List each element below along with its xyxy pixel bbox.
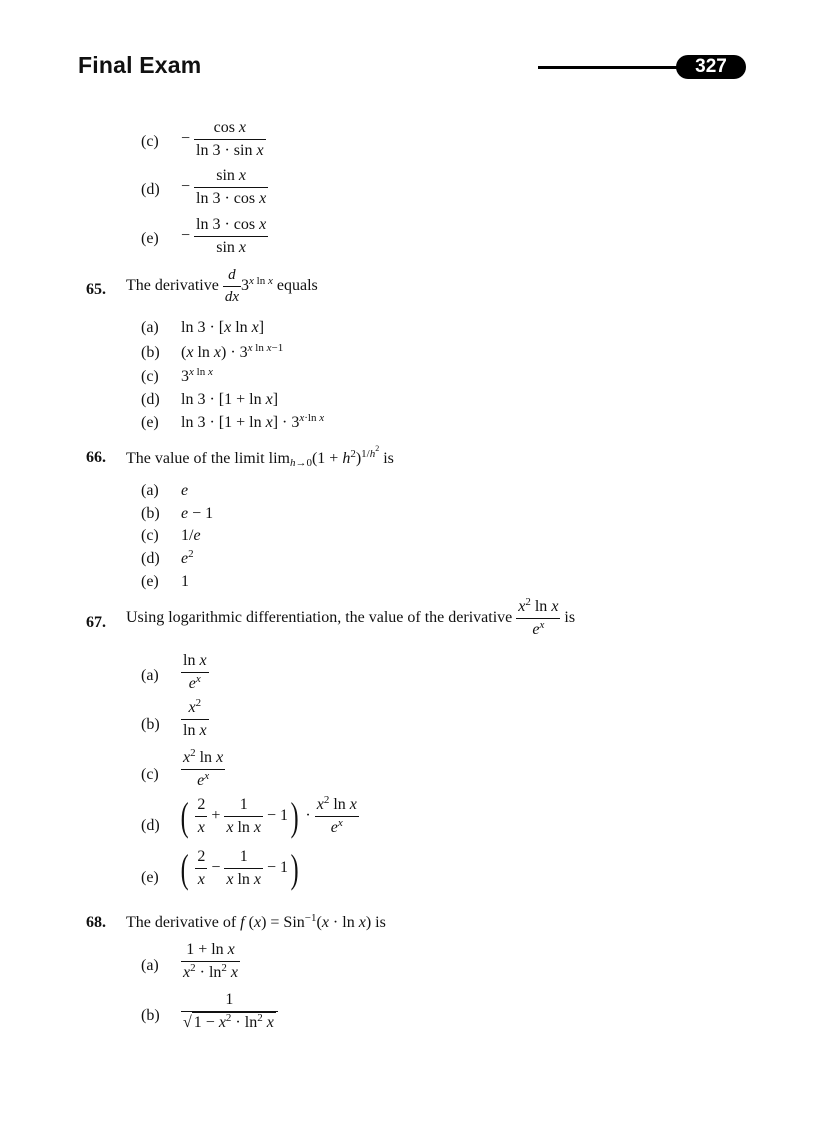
q64-option-d: [181, 167, 268, 208]
fraction: [194, 119, 266, 160]
q66-option-b-label: (b): [141, 505, 160, 522]
numerator: d: [223, 267, 241, 287]
q64-option-d-label: (d): [141, 181, 160, 198]
q67-option-c: [181, 749, 225, 790]
minus-sign: −: [181, 178, 191, 196]
fraction: [194, 216, 268, 257]
fraction: [516, 598, 560, 639]
denominator: [181, 1012, 278, 1032]
question-68-text: The derivative of f (x) = Sin$^{-1}$(x · ln x) is: [126, 912, 386, 931]
numerator: 2: [195, 848, 207, 869]
q66-option-c: 1/e: [181, 527, 201, 544]
denominator: $e^x$: [330, 817, 343, 836]
q64-option-e-label: (e): [141, 230, 159, 247]
denominator: sin x: [216, 239, 247, 256]
fraction: [195, 848, 207, 889]
q68-option-b: [181, 991, 278, 1032]
numerator: ln x: [181, 652, 209, 673]
question-prefix: Using logarithmic differentiation, the value of the derivative: [126, 609, 513, 627]
sqrt: √ $1 - x^2 \cdot \ln^2 x$: [183, 1012, 274, 1031]
q67-option-e: ( $\frac{2}{x}$ − $\frac{1}{\text{x ln x}}$ − 1): [180, 845, 299, 891]
fraction: [181, 652, 209, 693]
fraction: [315, 796, 359, 837]
q67-option-a: [181, 652, 209, 693]
q67-option-c-label: (c): [141, 766, 159, 783]
q66-option-e: 1: [181, 573, 189, 590]
q68-option-a: [181, 941, 240, 982]
q65-option-e-label: (e): [141, 414, 159, 431]
q65-option-a: ln 3 · [x ln x]: [181, 319, 265, 336]
q65-option-b: (x $\ln x) \cdot 3^{x ln x-1}$: [181, 342, 284, 361]
question-66-text: The value of the limit $\lim_{h\to 0}(1 + h^2)^{1/h^2}$ is: [126, 444, 394, 469]
numerator: ln 3 · cos x: [194, 216, 268, 237]
denominator: ln 3 · cos x: [196, 190, 267, 207]
denominator: x: [197, 871, 205, 888]
numerator: 2: [195, 796, 207, 817]
fraction: [194, 167, 268, 208]
q64-option-c-label: (c): [141, 133, 159, 150]
q65-option-c: $3^{x ln x}$: [181, 366, 213, 385]
numerator: 1: [224, 848, 263, 869]
q65-option-d-label: (d): [141, 391, 160, 408]
denominator: $e^x$: [197, 770, 210, 789]
left-paren: (: [180, 845, 189, 891]
denominator: x: [197, 819, 205, 836]
question-prefix: The value of the limit: [126, 450, 265, 467]
derivative-operator: [223, 267, 241, 306]
q67-option-a-label: (a): [141, 667, 159, 684]
denominator: x ln x: [226, 819, 262, 836]
question-number-65: 65.: [86, 281, 106, 298]
numerator: 1: [224, 796, 263, 817]
q66-option-c-label: (c): [141, 527, 159, 544]
denominator: $e^x$: [532, 619, 545, 638]
page-number-badge: 327: [676, 55, 746, 79]
fraction: [224, 848, 263, 889]
q65-option-b-label: (b): [141, 344, 160, 361]
q65-option-c-label: (c): [141, 368, 159, 385]
q67-option-d: ( $\frac{2}{x}$ + $\frac{1}{\text{x ln x}}$ − 1) · $\frac{x^2 \ln x}{e^x}$: [180, 793, 357, 839]
fraction: [181, 749, 225, 790]
denominator: x ln x: [226, 871, 262, 888]
numerator: 1 + ln x: [181, 941, 240, 962]
question-67-text: [126, 598, 575, 639]
q65-option-e: $\ln 3 \cdot [1 + \ln x] \cdot 3^{x\cdot ln x}$: [181, 412, 325, 431]
question-suffix: equals: [276, 277, 318, 295]
q66-option-a-label: (a): [141, 482, 159, 499]
denominator: $e^x$: [188, 673, 201, 692]
numerator: $x^2$ ln x: [516, 598, 560, 619]
header-rule: [538, 66, 698, 69]
question-number-68: 68.: [86, 914, 106, 931]
fraction: [195, 796, 207, 837]
q65-option-a-label: (a): [141, 319, 159, 336]
minus-sign: −: [181, 227, 191, 245]
question-number-67: 67.: [86, 614, 106, 631]
q67-option-b: [181, 699, 209, 740]
right-paren: ): [290, 845, 299, 891]
question-prefix: The derivative: [126, 277, 219, 295]
page-title: Final Exam: [78, 52, 202, 78]
q66-option-e-label: (e): [141, 573, 159, 590]
page-header: [78, 50, 746, 84]
q65-option-d: ln 3 · [1 + ln x]: [181, 391, 279, 408]
fraction: [181, 699, 209, 740]
q68-option-b-label: (b): [141, 1007, 160, 1024]
fraction: [181, 991, 278, 1032]
q68-option-a-label: (a): [141, 957, 159, 974]
numerator: cos x: [194, 119, 266, 140]
numerator: sin x: [194, 167, 268, 188]
q66-option-d-label: (d): [141, 550, 160, 567]
question-suffix: is: [383, 450, 394, 467]
question-prefix: The derivative of: [126, 914, 237, 931]
fraction: [181, 941, 240, 982]
q64-option-c: [181, 119, 266, 160]
q66-option-b: e − 1: [181, 505, 214, 522]
denominator: dx: [224, 289, 240, 305]
q64-option-e: [181, 216, 268, 257]
q67-option-d-label: (d): [141, 817, 160, 834]
fraction: [224, 796, 263, 837]
q66-option-d: $e^2$: [181, 548, 194, 567]
question-65-text: The derivative $\frac{d}{dx}$ $3^{x ln x}$ equals: [126, 267, 318, 305]
right-paren: ): [290, 793, 299, 839]
denominator: $x^2 \cdot \ln^2 x$: [183, 962, 238, 981]
numerator: 1: [181, 991, 278, 1012]
question-number-66: 66.: [86, 449, 106, 466]
numerator: $x^2$ ln x: [181, 749, 225, 770]
radicand: $1 - x^2 \cdot \ln^2 x$: [193, 1012, 274, 1031]
question-suffix: is: [564, 609, 576, 627]
numerator: $x^2$: [181, 699, 209, 720]
denominator: ln x: [183, 722, 207, 739]
q67-option-e-label: (e): [141, 869, 159, 886]
q67-option-b-label: (b): [141, 716, 160, 733]
minus-sign: −: [181, 130, 191, 148]
denominator: ln 3 · sin x: [196, 142, 264, 159]
numerator: $x^2$ ln x: [315, 796, 359, 817]
q66-option-a: e: [181, 482, 189, 499]
left-paren: (: [180, 793, 189, 839]
question-suffix: is: [375, 914, 386, 931]
